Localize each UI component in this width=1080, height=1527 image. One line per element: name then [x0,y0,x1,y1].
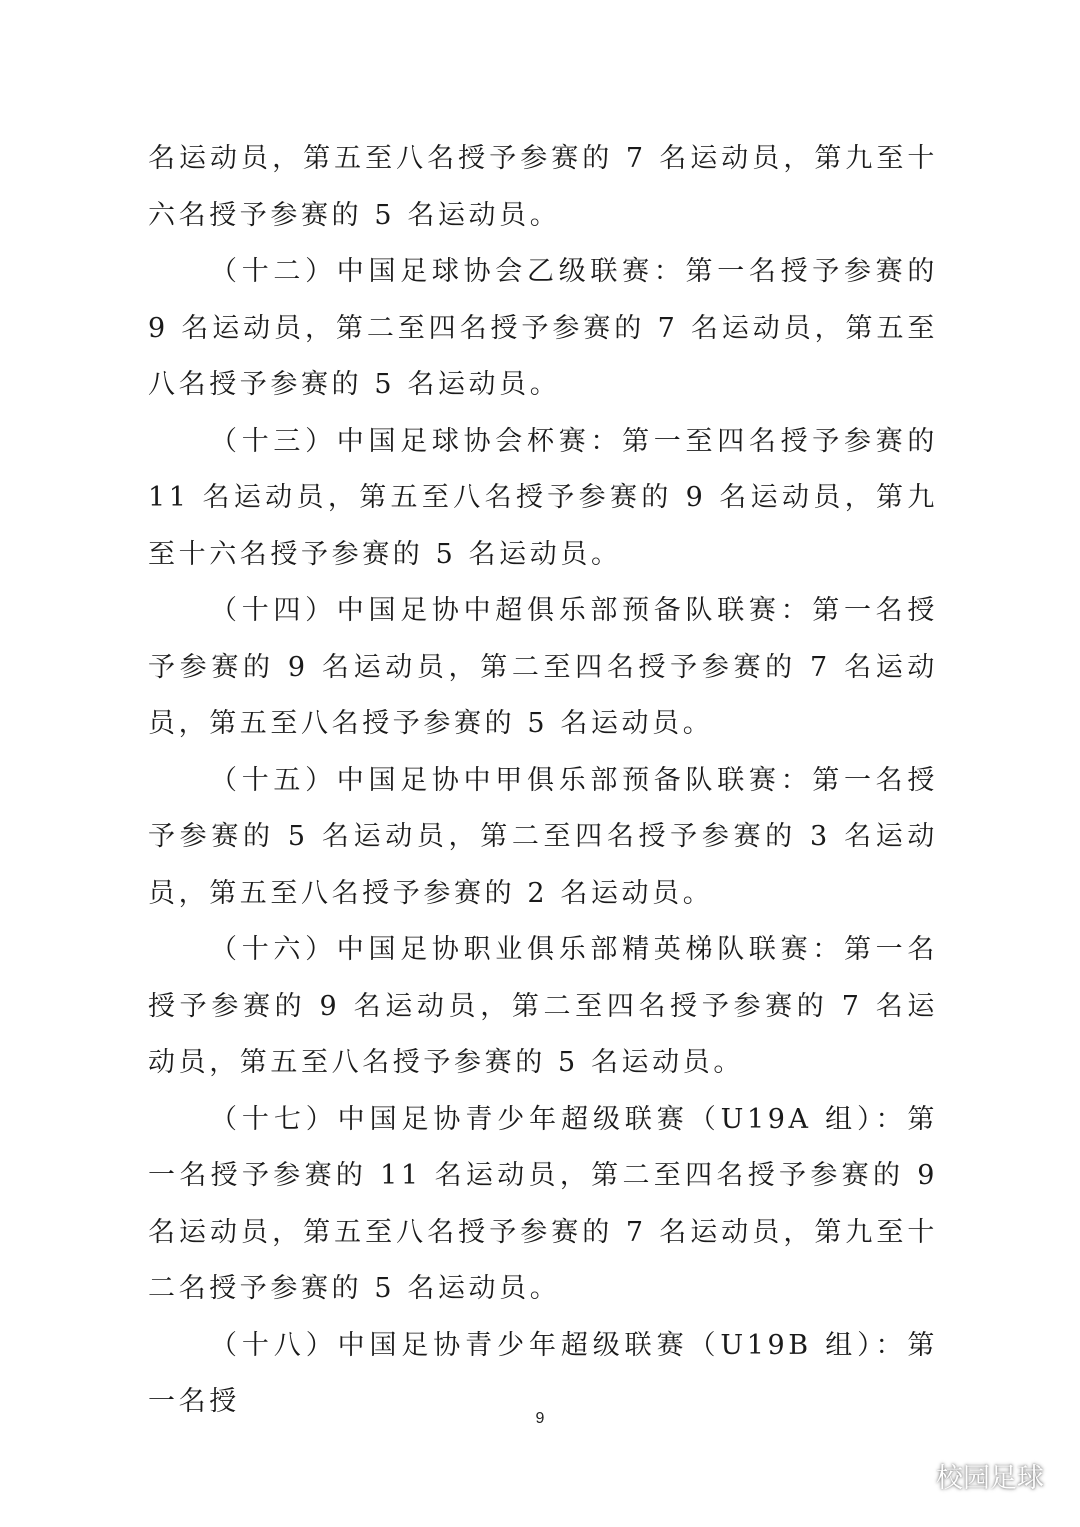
watermark-label: 校园足球 [936,1463,1044,1494]
paragraph-item-13: （十三）中国足球协会杯赛：第一至四名授予参赛的 11 名运动员，第五至八名授予参赛的 9 名运动员，第九至十六名授予参赛的 5 名运动员。 [148,425,938,570]
paragraph-item-14: （十四）中国足协中超俱乐部预备队联赛：第一名授予参赛的 9 名运动员，第二至四名授予参赛的 7 名运动员，第五至八名授予参赛的 5 名运动员。 [148,595,938,739]
paragraph-item-18: （十八）中国足协青少年超级联赛（U19B 组）：第一名授 [148,1329,938,1417]
body-text [148,131,938,1431]
wechat-icon [890,1459,930,1493]
paragraph-item-17: （十七）中国足协青少年超级联赛（U19A 组）：第一名授予参赛的 11 名运动员，第二至四名授予参赛的 9 名运动员，第五至八名授予参赛的 7 名运动员，第九至十二名授予参赛的 5 名运动员。 [148,1103,938,1304]
page-number: 9 [535,1410,545,1427]
wechat-watermark [890,1456,1044,1495]
paragraph-item-15: （十五）中国足协中甲俱乐部预备队联赛：第一名授予参赛的 5 名运动员，第二至四名授予参赛的 3 名运动员，第五至八名授予参赛的 2 名运动员。 [148,764,938,909]
paragraph-continuation: 名运动员，第五至八名授予参赛的 7 名运动员，第九至十六名授予参赛的 5 名运动员。 [148,143,938,231]
paragraph-item-12: （十二）中国足球协会乙级联赛：第一名授予参赛的 9 名运动员，第二至四名授予参赛的 7 名运动员，第五至八名授予参赛的 5 名运动员。 [148,256,938,400]
paragraph-item-16: （十六）中国足协职业俱乐部精英梯队联赛：第一名授予参赛的 9 名运动员，第二至四名授予参赛的 7 名运动员，第五至八名授予参赛的 5 名运动员。 [148,934,938,1078]
